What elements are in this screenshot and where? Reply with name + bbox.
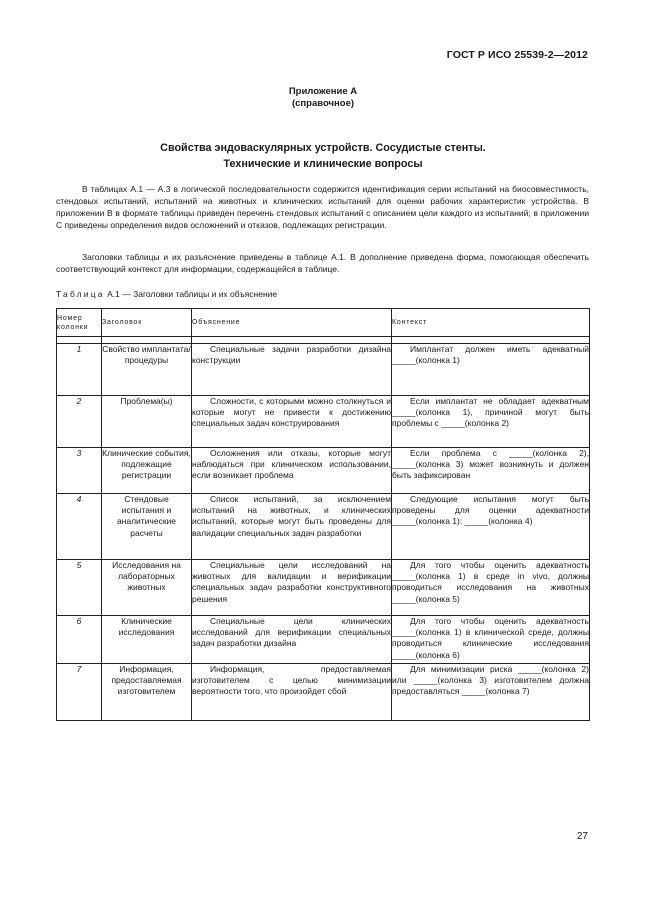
document-code: ГОСТ Р ИСО 25539-2—2012 — [446, 49, 588, 61]
row-explanation: Список испытаний, за исключением испытаний на животных, и клинических испытаний, которые могут быть проведены для валидации специальных задач разработки — [192, 494, 392, 560]
row-explanation: Специальные цели клинических исследований для верификации специальных задач разработки дизайна — [192, 616, 392, 664]
row-number: 5 — [57, 560, 102, 616]
row-heading: Проблема(ы) — [102, 396, 192, 448]
row-explanation: Осложнения или отказы, которые могут наблюдаться при клиническом использовании, если возникает проблема — [192, 448, 392, 494]
section-title-line-1: Свойства эндоваскулярных устройств. Сосудистые стенты. — [160, 142, 486, 154]
row-number: 3 — [57, 448, 102, 494]
row-heading: Исследования на лабораторных животных — [102, 560, 192, 616]
headings-paragraph: Заголовки таблицы и их разъяснение приведены в таблице А.1. В дополнение приведена форма, помогающая обеспечить соответствующий контекст для информации, содержащейся в таблице. — [56, 252, 589, 274]
table-caption-word: Таблица — [56, 289, 105, 299]
table-spacer-row — [57, 337, 590, 344]
table-row — [57, 560, 590, 616]
row-number: 7 — [57, 664, 102, 721]
row-context: Имплантат должен иметь адекватный _____(колонка 1) — [392, 344, 590, 396]
table-row — [57, 396, 590, 448]
table-caption — [56, 289, 277, 299]
row-explanation: Специальные задачи разработки дизайна конструкции — [192, 344, 392, 396]
table-header-row — [57, 309, 590, 337]
row-context: Для минимизации риска _____(колонка 2) или _____(колонка 3) изготовителем должна предоставляться _____(колонка 7) — [392, 664, 590, 721]
row-heading: Свойство имплантата/процедуры — [102, 344, 192, 396]
row-heading: Информация, предоставляемая изготовителем — [102, 664, 192, 721]
row-context: Для того чтобы оценить адекватность _____(колонка 1) в среде in vivo, должны проводиться исследования на животных _____(колонка 5) — [392, 560, 590, 616]
table-row — [57, 344, 590, 396]
table-row — [57, 616, 590, 664]
row-context: Следующие испытания могут быть проведены для оценки адекватности _____(колонка 1): _____(колонка 4) — [392, 494, 590, 560]
intro-paragraph: В таблицах А.1 — А.3 в логической последовательности содержится идентификация серии испытаний на биосовместимость, стендовых испытаний, испытаний на животных и клинических испытаний для оценки рабочих характеристик устройства. В приложении В в формате таблицы приведен перечень стендовых испытаний с описанием цели каждого из испытаний; в приложении С приведены определения видов осложнений и отказов, подлежащих регистрации. — [56, 184, 589, 230]
row-context: Если проблема с _____(колонка 2), _____(колонка 3) может возникнуть и должен быть зафиксирован — [392, 448, 590, 494]
row-number: 2 — [57, 396, 102, 448]
header-heading: Заголовок — [102, 309, 192, 337]
annex-subtitle: (справочное) — [291, 98, 355, 109]
row-context: Если имплантат не обладает адекватным _____(колонка 1), причиной могут быть проблемы с _____(колонка 2) — [392, 396, 590, 448]
header-context: Контекст — [392, 309, 590, 337]
row-explanation: Информация, предоставляемая изготовителем с целью минимизации вероятности того, что произойдет сбой — [192, 664, 392, 721]
page-number: 27 — [576, 831, 588, 842]
row-number: 6 — [57, 616, 102, 664]
table-row — [57, 448, 590, 494]
table-row — [57, 494, 590, 560]
row-context: Для того чтобы оценить адекватность _____(колонка 1) в клинической среде, должны проводиться клинические исследования _____(колонка 6) — [392, 616, 590, 664]
headings-table — [56, 308, 590, 721]
row-number: 1 — [57, 344, 102, 396]
row-explanation: Сложности, с которыми можно столкнуться и которые могут не привести к достижению специальных задач конструирования — [192, 396, 392, 448]
table-caption-text: А.1 — Заголовки таблицы и их объяснение — [104, 289, 278, 299]
annex-title: Приложение А — [288, 86, 358, 97]
section-title-line-2: Технические и клинические вопросы — [223, 158, 423, 170]
row-heading: Клинические события, подлежащие регистрации — [102, 448, 192, 494]
header-column-number: Номер колонки — [57, 309, 102, 337]
row-explanation: Специальные цели исследований на животных для валидации и верификации специальных задач разработки конструктивного решения — [192, 560, 392, 616]
table-row — [57, 664, 590, 721]
row-heading: Стендовые испытания и аналитические расчеты — [102, 494, 192, 560]
row-heading: Клинические исследования — [102, 616, 192, 664]
header-explanation: Объяснение — [192, 309, 392, 337]
row-number: 4 — [57, 494, 102, 560]
